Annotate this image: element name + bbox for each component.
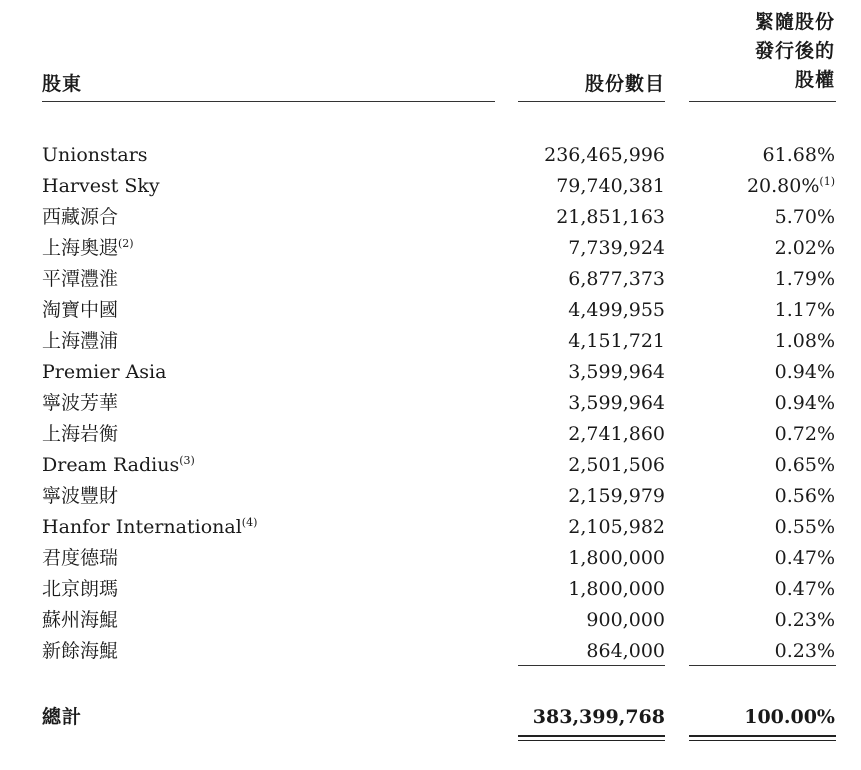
- table-body: [0, 140, 861, 667]
- shareholder-name: [42, 140, 148, 171]
- table-row: [0, 574, 861, 605]
- shareholding-percentage: [763, 140, 835, 171]
- shareholding-percentage-text: 1.79%: [774, 268, 835, 290]
- shareholding-percentage-text: 1.08%: [774, 330, 835, 352]
- shareholding-percentage-text: 0.65%: [774, 454, 835, 476]
- shareholding-percentage: [775, 450, 835, 481]
- shareholder-name: [42, 543, 118, 574]
- shareholder-name: [42, 326, 118, 357]
- shareholding-percentage-text: 2.02%: [774, 237, 835, 259]
- shareholding-percentage-text: 20.80%: [746, 175, 820, 197]
- header-pct-line-2: 發行後的: [754, 40, 835, 62]
- shareholding-percentage: [775, 388, 835, 419]
- table-row: [0, 450, 861, 481]
- share-count: 236,465,996: [544, 144, 665, 166]
- shareholding-percentage-text: 0.94%: [774, 392, 835, 414]
- shareholding-percentage: [747, 171, 835, 202]
- share-count: 900,000: [586, 609, 665, 631]
- footnote-marker: (2): [118, 237, 134, 250]
- table-row: [0, 512, 861, 543]
- shareholding-percentage-text: 0.72%: [774, 423, 835, 445]
- shareholder-name: [42, 202, 118, 233]
- shareholding-percentage-text: 5.70%: [774, 206, 835, 228]
- share-count: 3,599,964: [568, 392, 665, 414]
- shareholder-name: [42, 605, 118, 636]
- shareholder-name-text: 平潭灃淮: [42, 268, 119, 290]
- share-count: 2,741,860: [568, 423, 665, 445]
- shareholding-percentage-text: 0.55%: [774, 516, 835, 538]
- shareholder-name-text: 寧波豐財: [42, 485, 119, 507]
- share-count: 6,877,373: [568, 268, 665, 290]
- header-pct-line-3: 股權: [794, 69, 835, 91]
- shareholder-name-text: Hanfor International: [42, 516, 242, 538]
- share-count: 79,740,381: [556, 175, 665, 197]
- shareholding-percentage: [775, 512, 835, 543]
- shareholder-name-text: Harvest Sky: [42, 175, 160, 197]
- table-row: [0, 264, 861, 295]
- shareholding-percentage: [775, 543, 835, 574]
- shareholding-percentage: [775, 357, 835, 388]
- shareholding-percentage: [775, 233, 835, 264]
- shareholding-percentage-text: 0.23%: [774, 609, 835, 631]
- share-count: 2,159,979: [568, 485, 665, 507]
- header-rule-shareholder: [42, 101, 495, 102]
- shareholding-percentage-text: 0.56%: [774, 485, 835, 507]
- shareholder-name-text: 蘇州海鯤: [42, 609, 119, 631]
- shareholding-percentage-text: 0.47%: [774, 578, 835, 600]
- shareholder-name: [42, 636, 118, 667]
- shareholder-name: [42, 357, 166, 388]
- shareholding-percentage-text: 0.94%: [774, 361, 835, 383]
- total-percentage: 100.00%: [744, 706, 835, 728]
- shareholding-percentage: [775, 605, 835, 636]
- header-shareholder: 股東: [42, 73, 83, 95]
- table-row: [0, 140, 861, 171]
- table-row: [0, 357, 861, 388]
- footnote-marker: (3): [179, 454, 195, 467]
- shareholder-name: [42, 481, 118, 512]
- shareholding-percentage: [775, 264, 835, 295]
- table-row: [0, 202, 861, 233]
- table-row: [0, 388, 861, 419]
- table-row: [0, 233, 861, 264]
- header-number-of-shares: 股份數目: [584, 73, 665, 95]
- shareholding-percentage: [775, 481, 835, 512]
- table-row: [0, 419, 861, 450]
- shareholder-name-text: Premier Asia: [42, 361, 167, 383]
- header-shareholding-percentage: [755, 8, 835, 95]
- shareholding-percentage-text: 1.17%: [774, 299, 835, 321]
- table-row: [0, 326, 861, 357]
- share-count: 1,800,000: [568, 547, 665, 569]
- total-label: 總計: [42, 706, 83, 728]
- total-double-rule-percentage: [689, 735, 836, 741]
- shareholding-percentage: [775, 295, 835, 326]
- footnote-marker: (4): [241, 516, 258, 529]
- shareholder-name-text: 西藏源合: [42, 206, 119, 228]
- shareholder-name: [42, 512, 257, 543]
- shareholder-name: [42, 388, 118, 419]
- table-row: [0, 295, 861, 326]
- share-count: 1,800,000: [568, 578, 665, 600]
- shareholding-percentage: [775, 202, 835, 233]
- shareholding-percentage: [775, 326, 835, 357]
- share-count: 7,739,924: [568, 237, 665, 259]
- share-count: 4,151,721: [568, 330, 665, 352]
- table-row: [0, 171, 861, 202]
- shareholder-name: [42, 450, 195, 481]
- shareholding-percentage-text: 61.68%: [762, 144, 835, 166]
- shareholder-name-text: 寧波芳華: [42, 392, 119, 414]
- shareholding-percentage: [775, 419, 835, 450]
- table-row: [0, 636, 861, 667]
- shareholder-name: [42, 171, 160, 202]
- header-rule-shares: [518, 101, 665, 102]
- table-row: [0, 481, 861, 512]
- shareholder-name-text: 新餘海鯤: [42, 640, 119, 662]
- table-row: [0, 543, 861, 574]
- shareholder-name-text: 上海岩衡: [42, 423, 119, 445]
- shareholder-name-text: Unionstars: [42, 144, 148, 166]
- shareholding-percentage: [775, 636, 835, 667]
- header-pct-line-1: 緊隨股份: [754, 11, 835, 33]
- shareholder-name-text: 上海灃浦: [42, 330, 119, 352]
- shareholder-name-text: 上海奧遐: [42, 237, 119, 259]
- table-row: [0, 605, 861, 636]
- shareholder-name: [42, 419, 118, 450]
- subtotal-rule-percentage: [689, 665, 836, 666]
- share-count: 864,000: [586, 640, 665, 662]
- shareholder-name-text: 淘寶中國: [42, 299, 119, 321]
- shareholder-name-text: 君度德瑞: [42, 547, 119, 569]
- share-count: 3,599,964: [568, 361, 665, 383]
- shareholder-name: [42, 295, 118, 326]
- shareholder-name: [42, 233, 134, 264]
- shareholding-percentage-text: 0.47%: [774, 547, 835, 569]
- header-rule-percentage: [689, 101, 836, 102]
- share-count: 21,851,163: [556, 206, 665, 228]
- share-count: 2,105,982: [568, 516, 665, 538]
- shareholder-name: [42, 574, 118, 605]
- shareholder-name: [42, 264, 118, 295]
- shareholder-name-text: 北京朗瑪: [42, 578, 119, 600]
- shareholding-percentage: [775, 574, 835, 605]
- footnote-marker: (1): [819, 175, 835, 188]
- total-double-rule-shares: [518, 735, 665, 741]
- shareholder-name-text: Dream Radius: [42, 454, 180, 476]
- subtotal-rule-shares: [518, 665, 665, 666]
- share-count: 2,501,506: [568, 454, 665, 476]
- shareholding-percentage-text: 0.23%: [774, 640, 835, 662]
- share-count: 4,499,955: [568, 299, 665, 321]
- total-shares: 383,399,768: [532, 706, 665, 728]
